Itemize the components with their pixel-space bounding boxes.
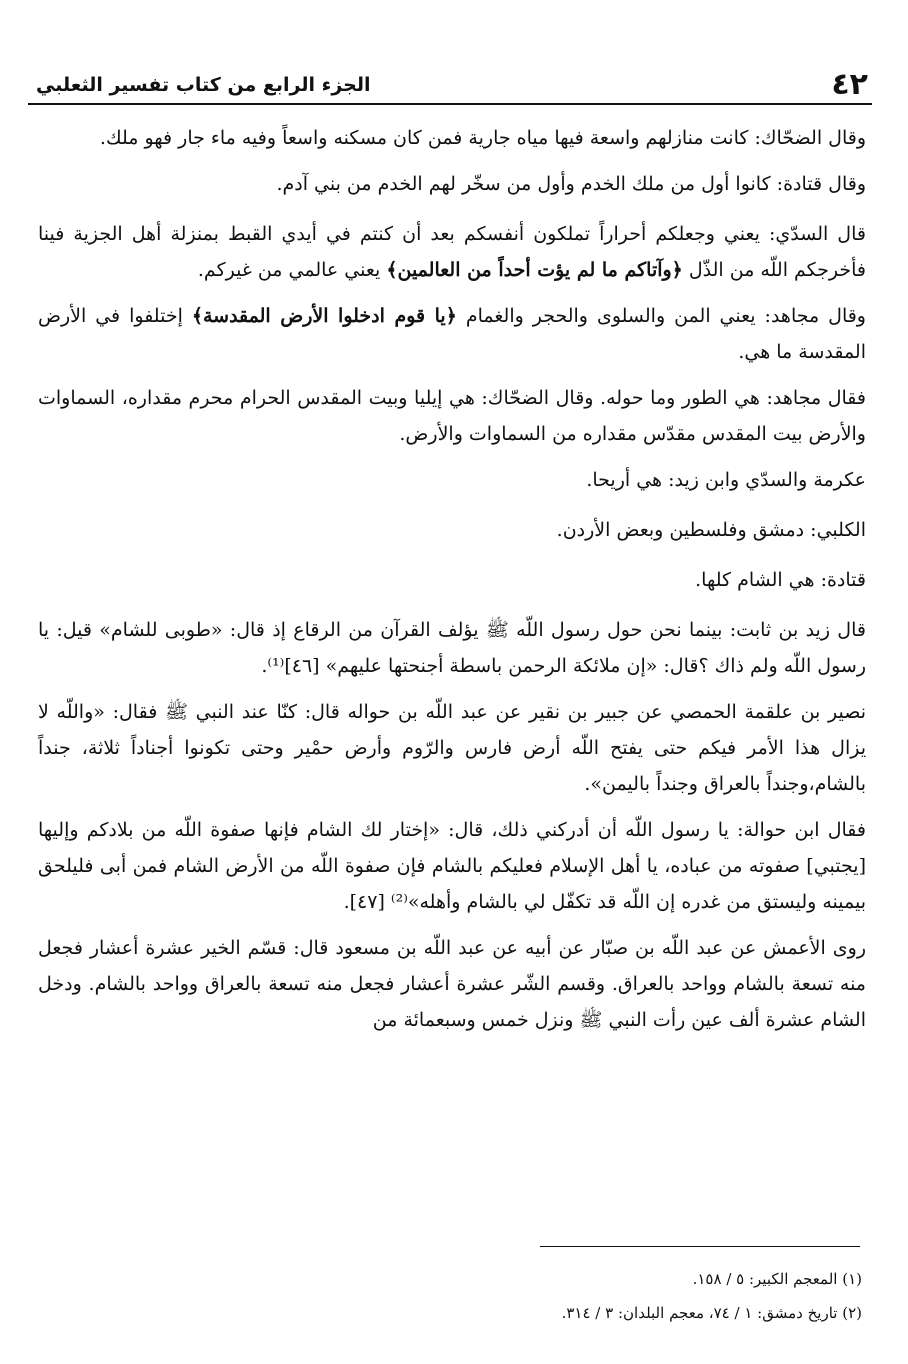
paragraph: عكرمة والسدّي وابن زيد: هي أريحا.	[586, 469, 866, 491]
paragraph: وقال الضحّاك: كانت منازلهم واسعة فيها مياه جارية فمن كان مسكنه واسعاً وفيه ماء جار فهو ملك.	[99, 127, 866, 149]
running-head: الجزء الرابع من كتاب تفسير الثعلبي	[36, 74, 371, 96]
paragraph: وقال قتادة: كانوا أول من ملك الخدم وأول من سخّر لهم الخدم من بني آدم.	[276, 173, 866, 195]
paragraph: قتادة: هي الشام كلها.	[695, 569, 866, 591]
paragraph: فقال ابن حوالة: يا رسول اللّه أن أدركني ذلك، قال: «إختار لك الشام فإنها صفوة اللّه من بلادكم وإليها [يجتبي] صفوته من عباده، يا أهل الإسلام فعليكم بالشام فإن صفوة اللّه من الأرض الشام فمن أبى فليلحق بيمينه وليستق من غدره إن اللّه قد تكفّل لي بالشام وأهله»⁽²⁾ [٤٧].	[38, 819, 866, 913]
paragraph: نصير بن علقمة الحمصي عن جبير بن نقير عن عبد اللّه بن حواله قال: كنّا عند النبي ﷺ فقال: «واللّه لا يزال هذا الأمر فيكم حتى يفتح اللّه أرض فارس والرّوم وأرض حمْير وحتى تكونوا أجناداً ثلاثة، جنداً بالشام،وجنداً بالعراق وجنداً باليمن».	[38, 701, 866, 795]
paragraph	[38, 216, 866, 288]
body-text	[38, 120, 866, 1048]
page-number: ٤٢	[831, 67, 868, 102]
footnote: (٢) تاريخ دمشق: ١ / ٧٤، معجم البلدان: ٣ / ٣١٤.	[561, 1304, 862, 1322]
quran-verse: ﴿وآتاكم ما لم يؤت أحداً من العالمين﴾	[386, 259, 683, 281]
paragraph: الكلبي: دمشق وفلسطين وبعض الأردن.	[556, 519, 866, 541]
footnote: (١) المعجم الكبير: ٥ / ١٥٨.	[692, 1270, 862, 1288]
quran-verse: ﴿يا قوم ادخلوا الأرض المقدسة﴾	[191, 305, 457, 327]
paragraph: قال زيد بن ثابت: بينما نحن حول رسول اللّه ﷺ يؤلف القرآن من الرقاع إذ قال: «طوبى للشام» قيل: يا رسول اللّه ولم ذاك ؟قال: «إن ملائكة الرحمن باسطة أجنحتها عليهم» [٤٦]⁽¹⁾.	[38, 619, 866, 677]
paragraph-text: وقال مجاهد: يعني المن والسلوى والحجر والغمام	[456, 305, 866, 327]
paragraph-text: قال السدّي: يعني وجعلكم أحراراً تملكون أنفسكم بعد أن كنتم في أيدي القبط بمنزلة أهل الجزية فينا فأخرجكم اللّه من الذّل	[38, 223, 866, 281]
paragraph-text: إختلفوا في الأرض المقدسة ما هي.	[38, 305, 866, 363]
paragraph-text: يعني عالمي من غيركم.	[197, 259, 387, 281]
page-header	[36, 56, 868, 100]
paragraph: فقال مجاهد: هي الطور وما حوله. وقال الضحّاك: هي إيليا وبيت المقدس الحرام محرم مقداره، السماوات والأرض بيت المقدس مقدّس مقداره من السماوات والأرض.	[38, 387, 866, 445]
footnote-rule	[540, 1246, 860, 1247]
footnotes	[200, 1262, 862, 1330]
paragraph: روى الأعمش عن عبد اللّه بن صبّار عن أبيه عن عبد اللّه بن مسعود قال: قسّم الخير عشرة أعشار فجعل منه تسعة بالشام وواحد بالعراق. وقسم الشّر عشرة أعشار فجعل منه تسعة بالعراق وواحد بالشام. ودخل الشام عشرة ألف عين رأت النبي ﷺ ونزل خمس وسبعمائة من	[38, 937, 866, 1031]
header-rule	[28, 103, 872, 105]
paragraph	[38, 298, 866, 370]
